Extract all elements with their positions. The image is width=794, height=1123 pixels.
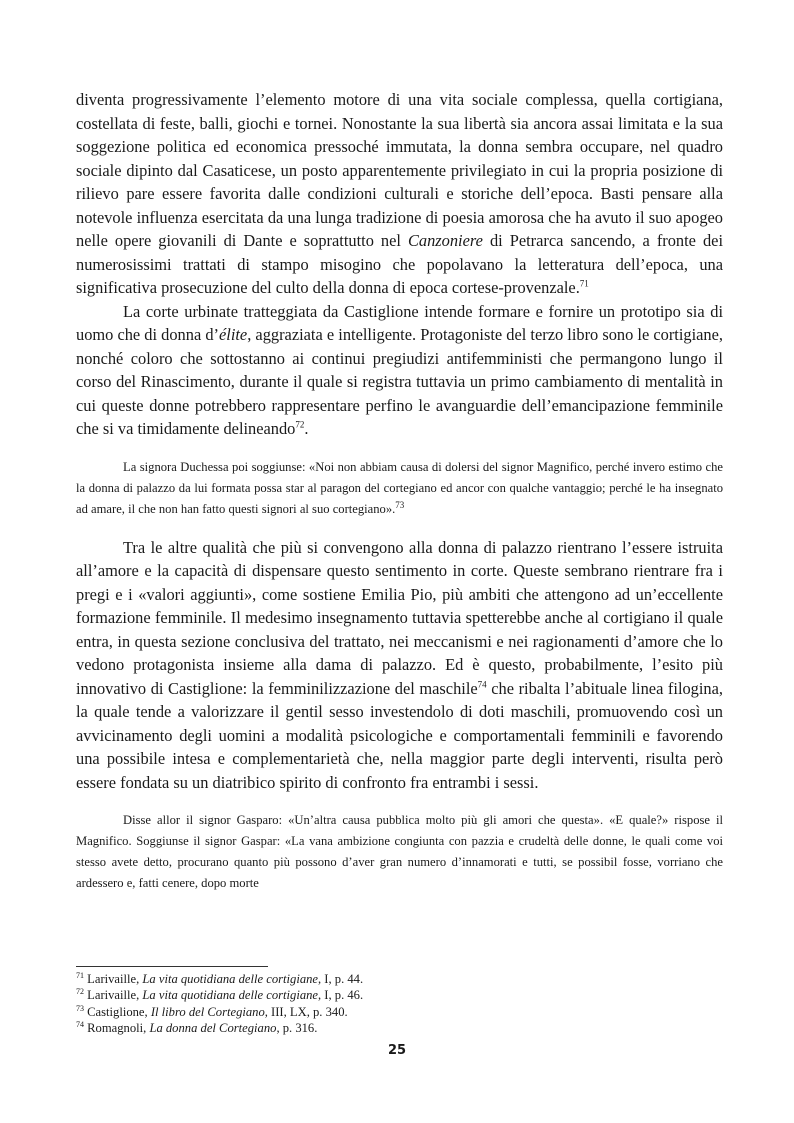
italic-title: Canzoniere — [407, 231, 483, 250]
footnote-73 — [76, 1004, 723, 1020]
footnote-author: Romagnoli, — [87, 1021, 150, 1036]
quote-text: La signora Duchessa poi soggiunse: «Noi non abbiam causa di dolersi del signor Magnifico, perché invero estimo che la donna di palazzo da lui formata possa star al paragon del cortegiano ed ancor con qualche vantaggio; perché le ha insegnato ad amare, il che non han fatto questi signori al suo cortegiano». — [76, 459, 723, 516]
footnote-ref-detail: , I, p. 44. — [318, 972, 364, 986]
footnote-rule — [76, 966, 268, 967]
footnote-author: Castiglione, — [87, 1004, 151, 1019]
paragraph-text: La corte urbinate tratteggiata da Castiglione intende formare e fornire un prototipo sia di uomo che di donna d’ — [76, 301, 723, 344]
paragraph-3 — [76, 536, 723, 795]
footnote-ref-detail: , I, p. 46. — [318, 988, 364, 1003]
footnote-71 — [76, 971, 723, 987]
footnote-ref[interactable]: 74 — [477, 679, 487, 690]
footnote-72 — [76, 987, 723, 1003]
footnote-number: 73 — [76, 1003, 84, 1013]
italic-term: élite — [219, 325, 248, 344]
footnote-ref[interactable]: 72 — [295, 419, 305, 430]
footnote-title: La vita quotidiana delle cortigiane — [142, 988, 318, 1003]
footnote-ref[interactable]: 71 — [579, 278, 589, 289]
quote-text: Disse allor il signor Gasparo: «Un’altra causa pubblica molto più gli amori che questa». «E quale?» rispose il Magnifico. Soggiunse il signor Gaspar: «La vana ambizione congiunta con pazzia e crudeltà delle donne, le quali come voi stesso avete detto, procurano quanto più possono d’aver gran numero d’innamorati e tutti, se possibil fosse, vorriano che ardessero e, fatti cenere, dopo morte — [76, 813, 723, 890]
footnotes — [76, 966, 723, 1037]
paragraph-text: che ribalta l’abituale linea filogina, la quale tende a valorizzare il gentil sesso investendolo di doti maschili, promuovendo così un avvicinamento degli uomini a modalità psicologiche e comportamentali femminili e favorendo una possibile intesa e complementarietà che, nella maggior parte degli interventi, risulta però essere fondata su un diatribico spirito di confronto fra entrambi i sessi. — [76, 678, 724, 792]
footnote-number: 74 — [76, 1020, 84, 1030]
footnote-author: Larivaille, — [87, 988, 143, 1003]
footnote-title: La vita quotidiana delle cortigiane — [142, 972, 318, 986]
footnote-74 — [76, 1020, 723, 1036]
footnote-ref-detail: , p. 316. — [276, 1021, 318, 1036]
footnote-ref[interactable]: 73 — [395, 499, 405, 510]
footnote-title: Il libro del Cortegiano — [150, 1004, 265, 1019]
block-quote-2 — [76, 810, 723, 894]
paragraph-text: , aggraziata e intelligente. Protagoniste del terzo libro sono le cortigiane, nonché coloro che sottostanno ai continui pregiudizi antifemministi che permangono lungo il corso del Rinascimento, durante il quale si registra tuttavia un primo cambiamento di mentalità in cui queste donne potrebbero rappresentare perfino le avanguardie dell’emancipazione femminile che si va timidamente delineando — [76, 325, 723, 438]
paragraph-1 — [76, 88, 723, 300]
paragraph-text: diventa progressivamente l’elemento motore di una vita sociale complessa, quella cortigiana, costellata di feste, balli, giochi e tornei. Nonostante la sua libertà sia ancora assai limitata e la sua soggezione politica ed economica pressoché immutata, la donna sembra occupare, nel quadro sociale dipinto dal Casaticese, un posto apparentemente privilegiato in cui la propria posizione di rilievo pare essere favorita dalle condizioni culturali e storiche dell’epoca. Basti pensare alla notevole influenza esercitata da una lunga tradizione di poesia amorosa che ha avuto il suo apogeo nelle opere giovanili di Dante e soprattutto nel — [76, 90, 723, 250]
footnote-number: 72 — [76, 987, 84, 997]
page-number: 25 — [387, 1043, 407, 1058]
paragraph-2 — [76, 300, 723, 441]
footnote-number: 71 — [76, 970, 84, 980]
paragraph-text: di Petrarca sancendo, a fronte dei numerosissimi trattati di stampo misogino che popolavano la letteratura dell’epoca, una significativa prosecuzione del culto della donna di epoca cortese-provenzale. — [76, 231, 723, 297]
footnote-author: Larivaille, — [87, 972, 143, 986]
footnote-ref-detail: , III, LX, p. 340. — [264, 1004, 348, 1019]
page-body — [76, 88, 723, 894]
block-quote-1 — [76, 457, 723, 520]
footnote-title: La donna del Cortegiano — [149, 1021, 277, 1036]
paragraph-text: . — [304, 419, 309, 438]
paragraph-text: Tra le altre qualità che più si convengono alla donna di palazzo rientrano l’essere istruita all’amore e la capacità di dispensare questo sentimento in corte. Queste sembrano rientrare fra i pregi e i «valori aggiunti», come sostiene Emilia Pio, più ambiti che attengono ad un’eccellente formazione femminile. Il medesimo insegnamento tuttavia spetterebbe anche al cortigiano il quale entra, in questa sezione conclusiva del trattato, nei meccanismi e nei ragionamenti d’amore che lo vedono protagonista insieme alla dama di palazzo. Ed è questo, probabilmente, l’esito più innovativo di Castiglione: la femminilizzazione del maschile — [76, 537, 723, 698]
